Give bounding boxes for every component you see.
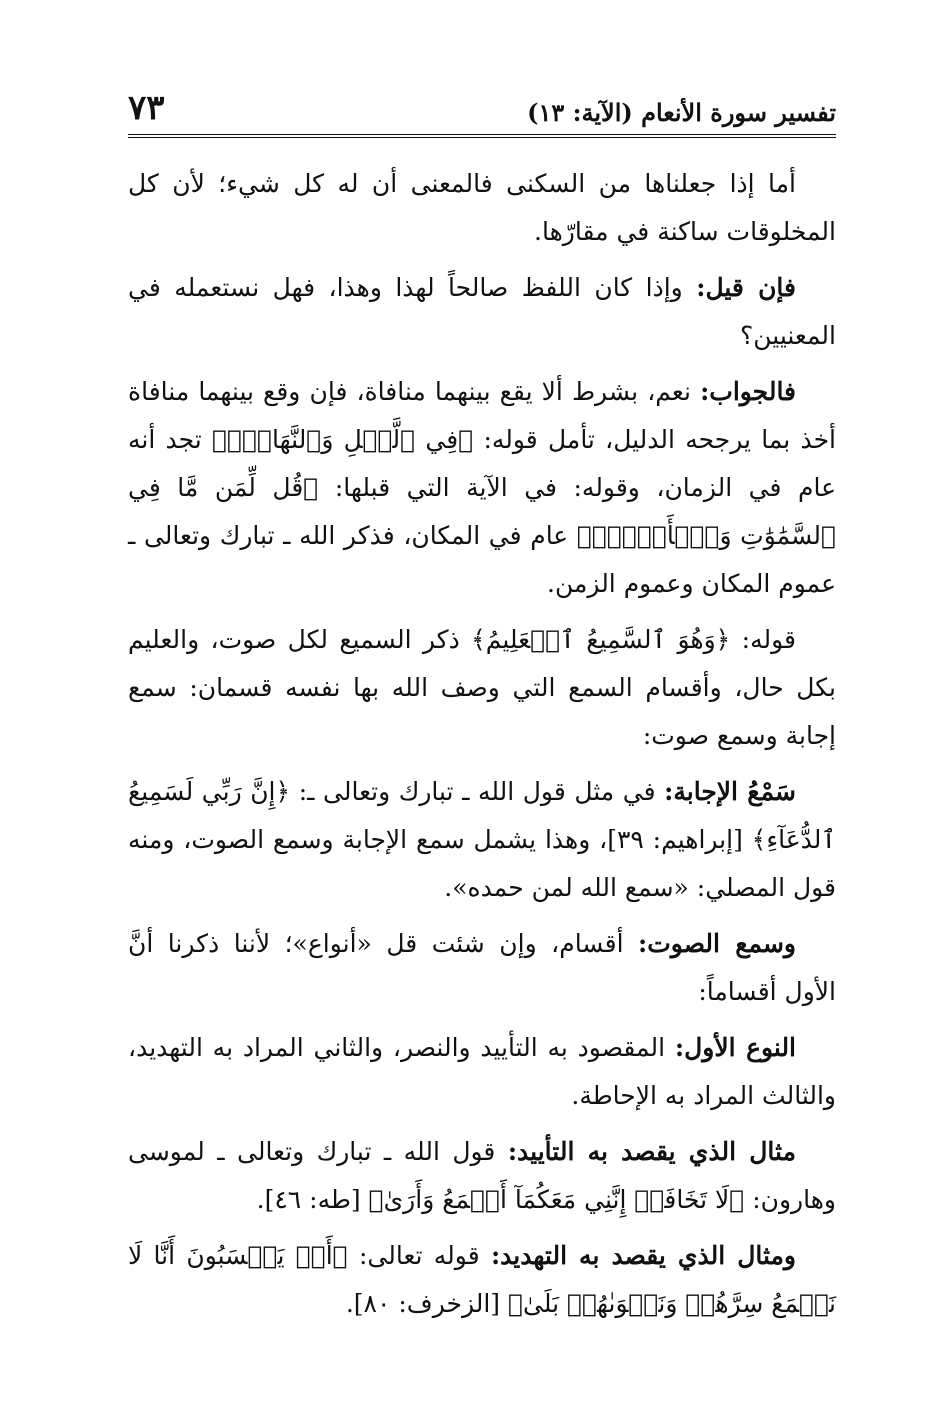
paragraph xyxy=(128,920,836,1016)
paragraph-text: قول الله ـ تبارك وتعالى ـ لموسى وهارون: ﴿لَا تَخَافَآۖ إِنَّنِي مَعَكُمَآ أَسۡمَعُ وَأَرَىٰ﴾ [طه: ٤٦]. xyxy=(128,1137,836,1214)
paragraph-lead: مثال الذي يقصد به التأييد: xyxy=(507,1137,796,1166)
page-number: ٧٣ xyxy=(128,88,165,128)
paragraph-lead: فإن قيل: xyxy=(696,273,797,302)
paragraph-lead: وسمع الصوت: xyxy=(638,929,796,958)
book-page xyxy=(128,84,836,1336)
paragraph xyxy=(128,616,836,760)
paragraph xyxy=(128,1024,836,1120)
paragraph-lead: النوع الأول: xyxy=(674,1033,797,1062)
page-body xyxy=(128,160,836,1328)
paragraph xyxy=(128,264,836,360)
paragraph-text: نعم، بشرط ألا يقع بينهما منافاة، فإن وقع بينهما منافاة أخذ بما يرجحه الدليل، تأمل قوله: ﴿فِي ٱلَّيۡلِ وَٱلنَّهَارِۚ﴾ تجد أنه عام في الزمان، وقوله: في الآية التي قبلها: ﴿قُل لِّمَن مَّا فِي ٱلسَّمَٰوَٰتِ وَٱلۡأَرۡضِۖ﴾ عام في المكان، فذكر الله ـ تبارك وتعالى ـ عموم المكان وعموم الزمن. xyxy=(128,377,836,598)
paragraph xyxy=(128,768,836,912)
paragraph xyxy=(128,1232,836,1328)
paragraph-lead: فالجواب: xyxy=(700,377,797,406)
paragraph-text: وإذا كان اللفظ صالحاً لهذا وهذا، فهل نستعمله في المعنيين؟ xyxy=(128,273,836,350)
paragraph xyxy=(128,160,836,256)
running-header xyxy=(128,84,836,138)
paragraph xyxy=(128,368,836,608)
paragraph-text: قوله تعالى: ﴿أَمۡ يَحۡسَبُونَ أَنَّا لَا نَسۡمَعُ سِرَّهُمۡ وَنَجۡوَىٰهُمۚ بَلَىٰ﴾ [الزخرف: ٨٠]. xyxy=(128,1241,836,1318)
header-title: تفسير سورة الأنعام (الآية: ١٣) xyxy=(527,98,836,127)
paragraph-text: أما إذا جعلناها من السكنى فالمعنى أن له كل شيء؛ لأن كل المخلوقات ساكنة في مقارّها. xyxy=(128,169,836,246)
paragraph-text: في مثل قول الله ـ تبارك وتعالى ـ: ﴿إِنَّ رَبِّي لَسَمِيعُ ٱلدُّعَآءِ﴾ [إبراهيم: ٣٩]، وهذا يشمل سمع الإجابة وسمع الصوت، ومنه قول المصلي: «سمع الله لمن حمده». xyxy=(128,777,836,902)
paragraph-lead: ومثال الذي يقصد به التهديد: xyxy=(490,1241,797,1270)
paragraph-lead: سَمْعُ الإجابة: xyxy=(664,777,796,806)
paragraph-text: قوله: ﴿وَهُوَ ٱلسَّمِيعُ ٱلۡعَلِيمُ﴾ ذكر السميع لكل صوت، والعليم بكل حال، وأقسام السمع التي وصف الله بها نفسه قسمان: سمع إجابة وسمع صوت: xyxy=(128,625,836,750)
paragraph-text: المقصود به التأييد والنصر، والثاني المراد به التهديد، والثالث المراد به الإحاطة. xyxy=(128,1033,836,1110)
paragraph-text: أقسام، وإن شئت قل «أنواع»؛ لأننا ذكرنا أنَّ الأول أقساماً: xyxy=(128,929,836,1006)
paragraph xyxy=(128,1128,836,1224)
